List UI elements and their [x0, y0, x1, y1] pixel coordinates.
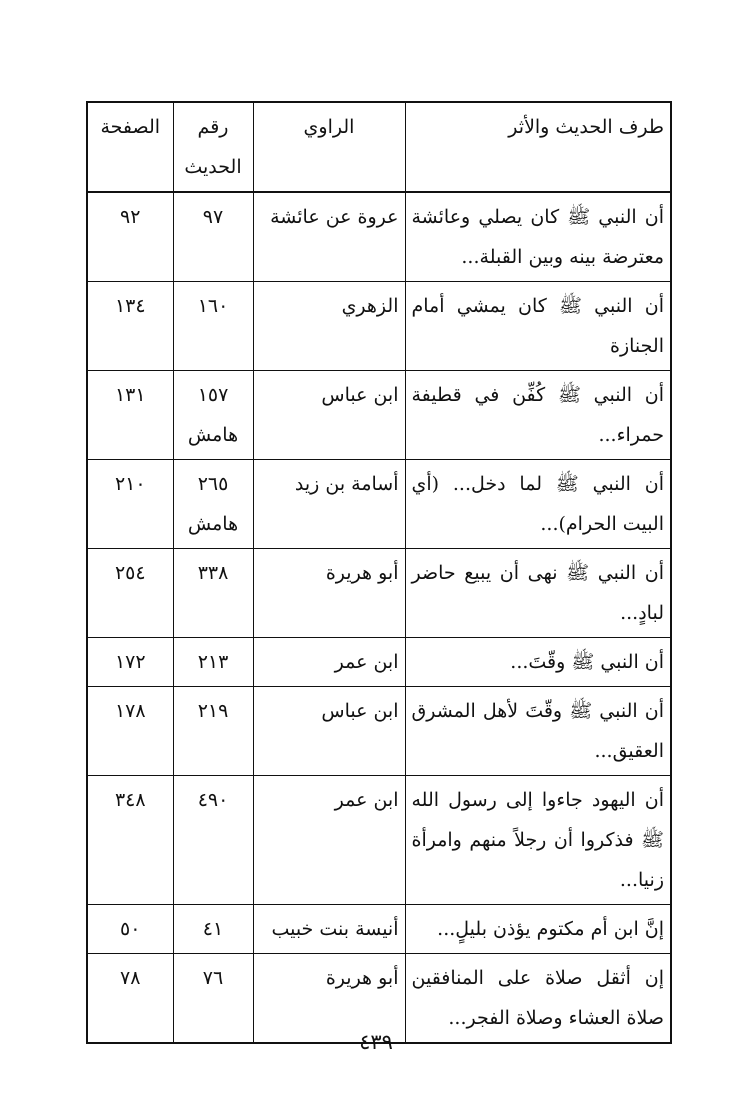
- cell-page: ٢٥٤: [87, 549, 173, 638]
- cell-page: ١٣١: [87, 371, 173, 460]
- cell-hadith: أن النبي ﷺ وقّتَ لأهل المشرق العقيق...: [405, 687, 671, 776]
- cell-narrator: ابن عمر: [253, 776, 405, 905]
- cell-number: [173, 549, 253, 638]
- cell-hadith: أن النبي ﷺ وقّتَ...: [405, 638, 671, 687]
- cell-page: ٧٨: [87, 954, 173, 1044]
- cell-number-value: ٣٣٨: [197, 562, 229, 584]
- cell-narrator: عروة عن عائشة: [253, 192, 405, 282]
- table-row: [87, 371, 671, 460]
- cell-page: ٥٠: [87, 905, 173, 954]
- cell-hadith: أن اليهود جاءوا إلى رسول الله ﷺ فذكروا أن رجلاً منهم وامرأة زنيا...: [405, 776, 671, 905]
- cell-page: ٣٤٨: [87, 776, 173, 905]
- header-page: الصفحة: [87, 102, 173, 192]
- cell-narrator: أبو هريرة: [253, 954, 405, 1044]
- cell-narrator: أسامة بن زيد: [253, 460, 405, 549]
- cell-number-value: ٧٦: [202, 967, 224, 989]
- cell-number: [173, 905, 253, 954]
- cell-narrator: الزهري: [253, 282, 405, 371]
- cell-narrator: أنيسة بنت خبيب: [253, 905, 405, 954]
- cell-number: [173, 638, 253, 687]
- table-header-row: [87, 102, 671, 192]
- cell-hadith: أن النبي ﷺ كُفِّن في قطيفة حمراء...: [405, 371, 671, 460]
- cell-page: ٩٢: [87, 192, 173, 282]
- table-row: [87, 549, 671, 638]
- cell-number: [173, 687, 253, 776]
- cell-hadith: إن أثقل صلاة على المنافقين صلاة العشاء وصلاة الفجر...: [405, 954, 671, 1044]
- hadith-index-table: [86, 101, 672, 1044]
- cell-number: [173, 371, 253, 460]
- cell-number-value: ٩٧: [202, 206, 224, 228]
- table-row: [87, 905, 671, 954]
- table-row: [87, 460, 671, 549]
- page-number: ٤٣٩: [359, 1030, 393, 1054]
- table-row: [87, 282, 671, 371]
- cell-number: [173, 460, 253, 549]
- table-row: [87, 638, 671, 687]
- cell-page: ١٧٨: [87, 687, 173, 776]
- header-narrator: الراوي: [253, 102, 405, 192]
- cell-narrator: أبو هريرة: [253, 549, 405, 638]
- cell-number: [173, 282, 253, 371]
- header-number-line1: رقم: [197, 116, 229, 138]
- table-row: [87, 687, 671, 776]
- cell-number-value: ٢١٣: [197, 651, 229, 673]
- cell-number-value: ١٥٧: [197, 384, 229, 406]
- cell-hadith: أن النبي ﷺ لما دخل... (أي البيت الحرام)...: [405, 460, 671, 549]
- cell-number-value: ٤٩٠: [197, 789, 229, 811]
- cell-number: [173, 776, 253, 905]
- cell-number-value: ١٦٠: [197, 295, 229, 317]
- cell-page: ١٣٤: [87, 282, 173, 371]
- cell-number: [173, 192, 253, 282]
- table-body: [87, 192, 671, 1043]
- cell-number-note: هامش: [187, 424, 239, 446]
- cell-hadith: أن النبي ﷺ كان يمشي أمام الجنازة: [405, 282, 671, 371]
- table-row: [87, 776, 671, 905]
- cell-hadith: إنَّ ابن أم مكتوم يؤذن بليلٍ...: [405, 905, 671, 954]
- cell-number-value: ٢٦٥: [197, 473, 229, 495]
- table-row: [87, 192, 671, 282]
- cell-hadith: أن النبي ﷺ نهى أن يبيع حاضر لبادٍ...: [405, 549, 671, 638]
- header-hadith: طرف الحديث والأثر: [405, 102, 671, 192]
- cell-page: ١٧٢: [87, 638, 173, 687]
- cell-number-value: ٤١: [202, 918, 224, 940]
- cell-number-note: هامش: [187, 513, 239, 535]
- cell-narrator: ابن عباس: [253, 687, 405, 776]
- cell-hadith: أن النبي ﷺ كان يصلي وعائشة معترضة بينه وبين القبلة...: [405, 192, 671, 282]
- header-number: [173, 102, 253, 192]
- cell-number-value: ٢١٩: [197, 700, 229, 722]
- cell-narrator: ابن عباس: [253, 371, 405, 460]
- cell-page: ٢١٠: [87, 460, 173, 549]
- header-number-line2: الحديث: [184, 156, 242, 178]
- cell-narrator: ابن عمر: [253, 638, 405, 687]
